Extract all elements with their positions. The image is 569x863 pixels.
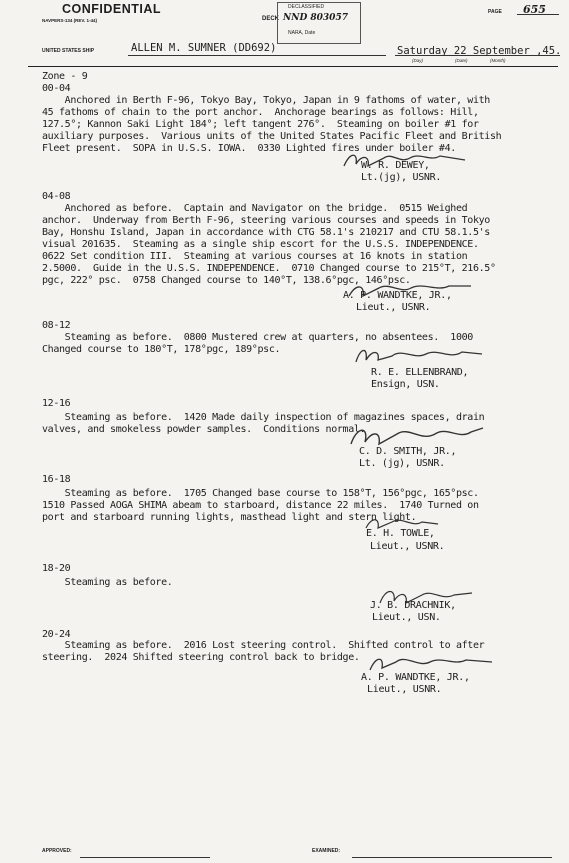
signature-name: A. P. WANDTKE, JR., <box>361 672 470 683</box>
log-line: Bay, Honshu Island, Japan in accordance with CTG 58.1's 210217 and CTU 58.1.5's <box>42 227 490 238</box>
ship-label: UNITED STATES SHIP <box>42 48 95 54</box>
approved-line <box>80 857 210 858</box>
stamp-title: DECLASSIFIED <box>288 4 325 10</box>
signature-scribble <box>352 344 487 366</box>
day-caption: (Day) <box>412 58 423 63</box>
signature-rank: Lt.(jg), USNR. <box>361 172 442 183</box>
header-divider <box>28 66 558 67</box>
log-line: port and starboard running lights, masthead light and stern light. <box>42 512 417 523</box>
signature-name: J. B. DRACHNIK, <box>370 600 456 611</box>
examined-line <box>352 857 552 858</box>
log-line: Changed course to 180°T, 178°pgc, 189°psc. <box>42 344 281 355</box>
log-line: valves, and smokeless powder samples. Conditions normal. <box>42 424 366 435</box>
watch-time-12-16: 12-16 <box>42 398 71 409</box>
form-number: NAVPERS-134 (REV. 1-44) <box>42 18 98 23</box>
signature-rank: Ensign, USN. <box>371 379 440 390</box>
date-caption: (Date) <box>455 58 468 63</box>
watch-time-18-20: 18-20 <box>42 563 71 574</box>
watch-time-20-24: 20-24 <box>42 629 71 640</box>
log-line: 2.5000. Guide in the U.S.S. INDEPENDENCE. 0710 Changed course to 215°T, 216.5° <box>42 263 496 274</box>
declassified-stamp <box>277 2 361 44</box>
log-day-month: 22 September <box>453 45 530 57</box>
ship-underline <box>128 55 386 56</box>
log-line: 127.5°; Kannon Saki Light 184°; left tangent 276°. Steaming on boiler #1 for <box>42 119 479 130</box>
deck-label: DECK <box>262 16 280 22</box>
log-line: auxiliary purposes. Various units of the United States Pacific Fleet and British <box>42 131 502 142</box>
signature-rank: Lieut., USNR. <box>370 541 445 552</box>
approved-label: APPROVED: <box>42 848 72 854</box>
page-label: PAGE <box>488 9 502 15</box>
signature-rank: Lieut., USN. <box>372 612 441 623</box>
signature-name: W. R. DEWEY, <box>361 160 430 171</box>
log-line: steering. 2024 Shifted steering control back to bridge. <box>42 652 360 663</box>
log-line: anchor. Underway from Berth F-96, steering various courses and speeds in Tokyo <box>42 215 490 226</box>
log-line: Anchored as before. Captain and Navigator on the bridge. 0515 Weighed <box>42 203 468 214</box>
signature-rank: Lieut., USNR. <box>367 684 442 695</box>
signature-name: R. E. ELLENBRAND, <box>371 367 469 378</box>
ship-name: ALLEN M. SUMNER (DD692) <box>131 42 277 54</box>
log-line: Steaming as before. 1705 Changed base course to 158°T, 156°pgc, 165°psc. <box>42 488 479 499</box>
log-line: 0622 Set condition III. Steaming at various courses at 16 knots in station <box>42 251 468 262</box>
log-line: Anchored in Berth F-96, Tokyo Bay, Tokyo, Japan in 9 fathoms of water, with <box>42 95 490 106</box>
signature-rank: Lieut., USNR. <box>356 302 431 313</box>
watch-time-00-04: 00-04 <box>42 83 71 94</box>
stamp-date: NARA, Date <box>288 30 316 36</box>
watch-time-16-18: 16-18 <box>42 474 71 485</box>
watch-time-08-12: 08-12 <box>42 320 71 331</box>
examined-label: EXAMINED: <box>312 848 341 854</box>
log-line: Steaming as before. 0800 Mustered crew at quarters, no absentees. 1000 <box>42 332 473 343</box>
log-line: pgc, 222° psc. 0758 Changed course to 140°T, 138.6°pgc, 146°psc. <box>42 275 411 286</box>
page-number: 655 <box>523 3 546 16</box>
date-underline <box>395 55 560 56</box>
log-line: 1510 Passed AOGA SHIMA abeam to starboard, distance 22 miles. 1740 Turned on <box>42 500 479 511</box>
classification-label: CONFIDENTIAL <box>62 2 162 16</box>
log-line: visual 201635. Steaming as a single ship escort for the U.S.S. INDEPENDENCE. <box>42 239 479 250</box>
signature-name: E. H. TOWLE, <box>366 528 435 539</box>
log-line: 45 fathoms of chain to the port anchor. Anchorage bearings as follows: Hill, <box>42 107 479 118</box>
signature-name: C. D. SMITH, JR., <box>359 446 457 457</box>
signature-name: A. P. WANDTKE, JR., <box>343 290 452 301</box>
page-underline <box>517 14 559 15</box>
log-line: Steaming as before. <box>42 577 173 588</box>
signature-rank: Lt. (jg), USNR. <box>359 458 445 469</box>
log-year: ,45. <box>536 45 562 57</box>
log-line: Steaming as before. 2016 Lost steering control. Shifted control to after <box>42 640 485 651</box>
watch-time-04-08: 04-08 <box>42 191 71 202</box>
log-day: Saturday <box>397 45 448 57</box>
log-line: Steaming as before. 1420 Made daily inspection of magazines spaces, drain <box>42 412 485 423</box>
stamp-authority: NND 803057 <box>283 13 348 23</box>
log-line: Fleet present. SOPA in U.S.S. IOWA. 0330 Lighted fires under boiler #4. <box>42 143 456 154</box>
month-caption: (Month) <box>490 58 506 63</box>
zone-label: Zone - 9 <box>42 71 88 82</box>
